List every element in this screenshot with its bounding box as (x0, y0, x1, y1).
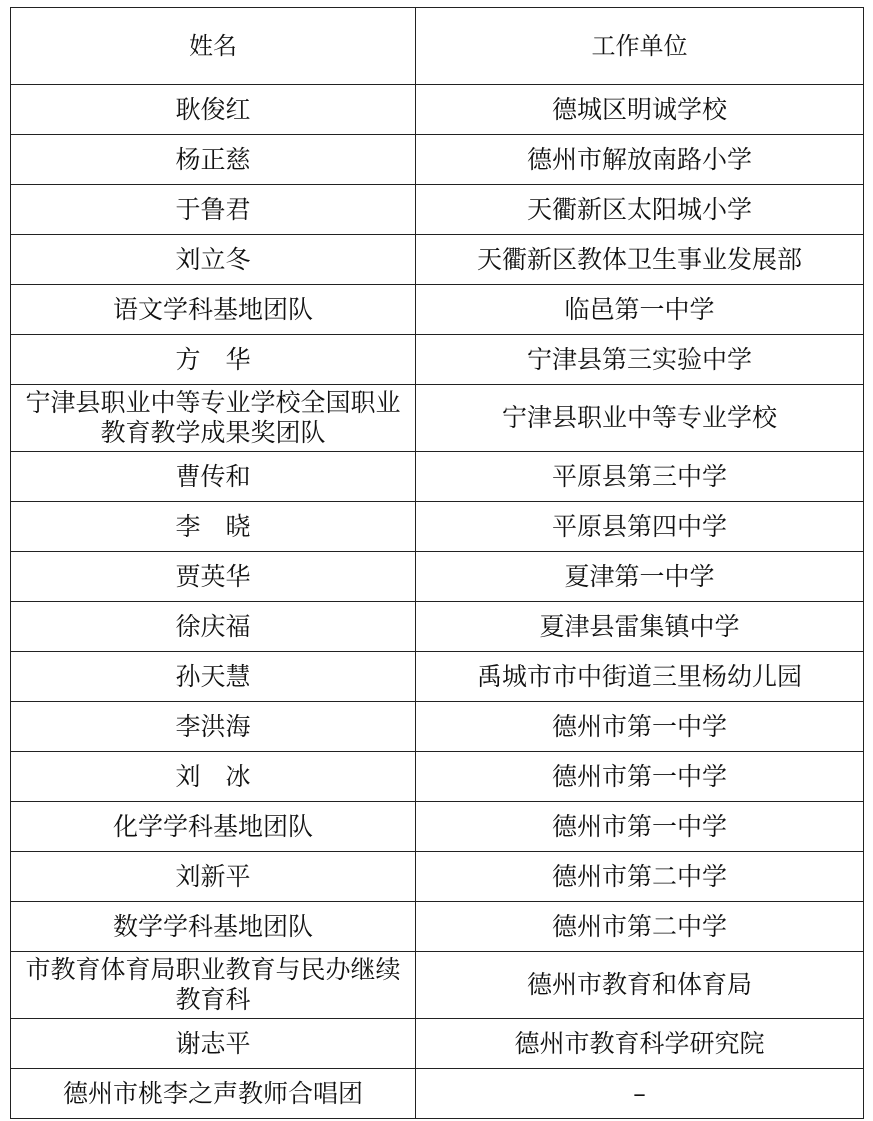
name-cell: 化学学科基地团队 (11, 802, 416, 852)
table-row (11, 135, 864, 185)
table-row (11, 802, 864, 852)
name-cell: 李 晓 (11, 502, 416, 552)
table-row (11, 452, 864, 502)
table-row (11, 185, 864, 235)
table-row (11, 852, 864, 902)
unit-cell: 德州市第二中学 (416, 852, 864, 902)
unit-cell: 德州市第二中学 (416, 902, 864, 952)
unit-cell: 天衢新区太阳城小学 (416, 185, 864, 235)
header-unit: 工作单位 (416, 8, 864, 85)
name-cell: 杨正慈 (11, 135, 416, 185)
name-cell: 宁津县职业中等专业学校全国职业教育教学成果奖团队 (11, 385, 416, 452)
unit-cell: 天衢新区教体卫生事业发展部 (416, 235, 864, 285)
unit-cell: 夏津第一中学 (416, 552, 864, 602)
name-cell: 语文学科基地团队 (11, 285, 416, 335)
name-cell: 贾英华 (11, 552, 416, 602)
name-cell: 孙天慧 (11, 652, 416, 702)
table-row (11, 602, 864, 652)
name-cell: 徐庆福 (11, 602, 416, 652)
table-row (11, 552, 864, 602)
table-row (11, 285, 864, 335)
table-row (11, 335, 864, 385)
table-row (11, 952, 864, 1019)
table-row (11, 752, 864, 802)
table-row (11, 385, 864, 452)
table-row (11, 235, 864, 285)
unit-cell: 夏津县雷集镇中学 (416, 602, 864, 652)
name-cell: 方 华 (11, 335, 416, 385)
unit-cell: 平原县第四中学 (416, 502, 864, 552)
unit-cell: 德州市第一中学 (416, 702, 864, 752)
unit-cell: 禹城市市中街道三里杨幼儿园 (416, 652, 864, 702)
unit-cell: 宁津县第三实验中学 (416, 335, 864, 385)
table-row (11, 652, 864, 702)
unit-cell: 德州市第一中学 (416, 752, 864, 802)
unit-cell: 宁津县职业中等专业学校 (416, 385, 864, 452)
unit-cell: – (416, 1069, 864, 1119)
unit-cell: 平原县第三中学 (416, 452, 864, 502)
unit-cell: 德州市解放南路小学 (416, 135, 864, 185)
unit-cell: 德州市教育科学研究院 (416, 1019, 864, 1069)
name-cell: 于鲁君 (11, 185, 416, 235)
name-cell: 李洪海 (11, 702, 416, 752)
table-row (11, 502, 864, 552)
table-row (11, 1019, 864, 1069)
unit-cell: 临邑第一中学 (416, 285, 864, 335)
header-row (11, 8, 864, 85)
table-row (11, 702, 864, 752)
name-cell: 数学学科基地团队 (11, 902, 416, 952)
table-row (11, 1069, 864, 1119)
name-cell: 曹传和 (11, 452, 416, 502)
awardee-table (10, 7, 864, 1119)
unit-cell: 德州市第一中学 (416, 802, 864, 852)
unit-cell: 德城区明诚学校 (416, 85, 864, 135)
name-cell: 刘 冰 (11, 752, 416, 802)
name-cell: 谢志平 (11, 1019, 416, 1069)
name-cell: 刘新平 (11, 852, 416, 902)
table-row (11, 85, 864, 135)
name-cell: 耿俊红 (11, 85, 416, 135)
name-cell: 市教育体育局职业教育与民办继续教育科 (11, 952, 416, 1019)
name-cell: 刘立冬 (11, 235, 416, 285)
header-name: 姓名 (11, 8, 416, 85)
table-row (11, 902, 864, 952)
name-cell: 德州市桃李之声教师合唱团 (11, 1069, 416, 1119)
unit-cell: 德州市教育和体育局 (416, 952, 864, 1019)
